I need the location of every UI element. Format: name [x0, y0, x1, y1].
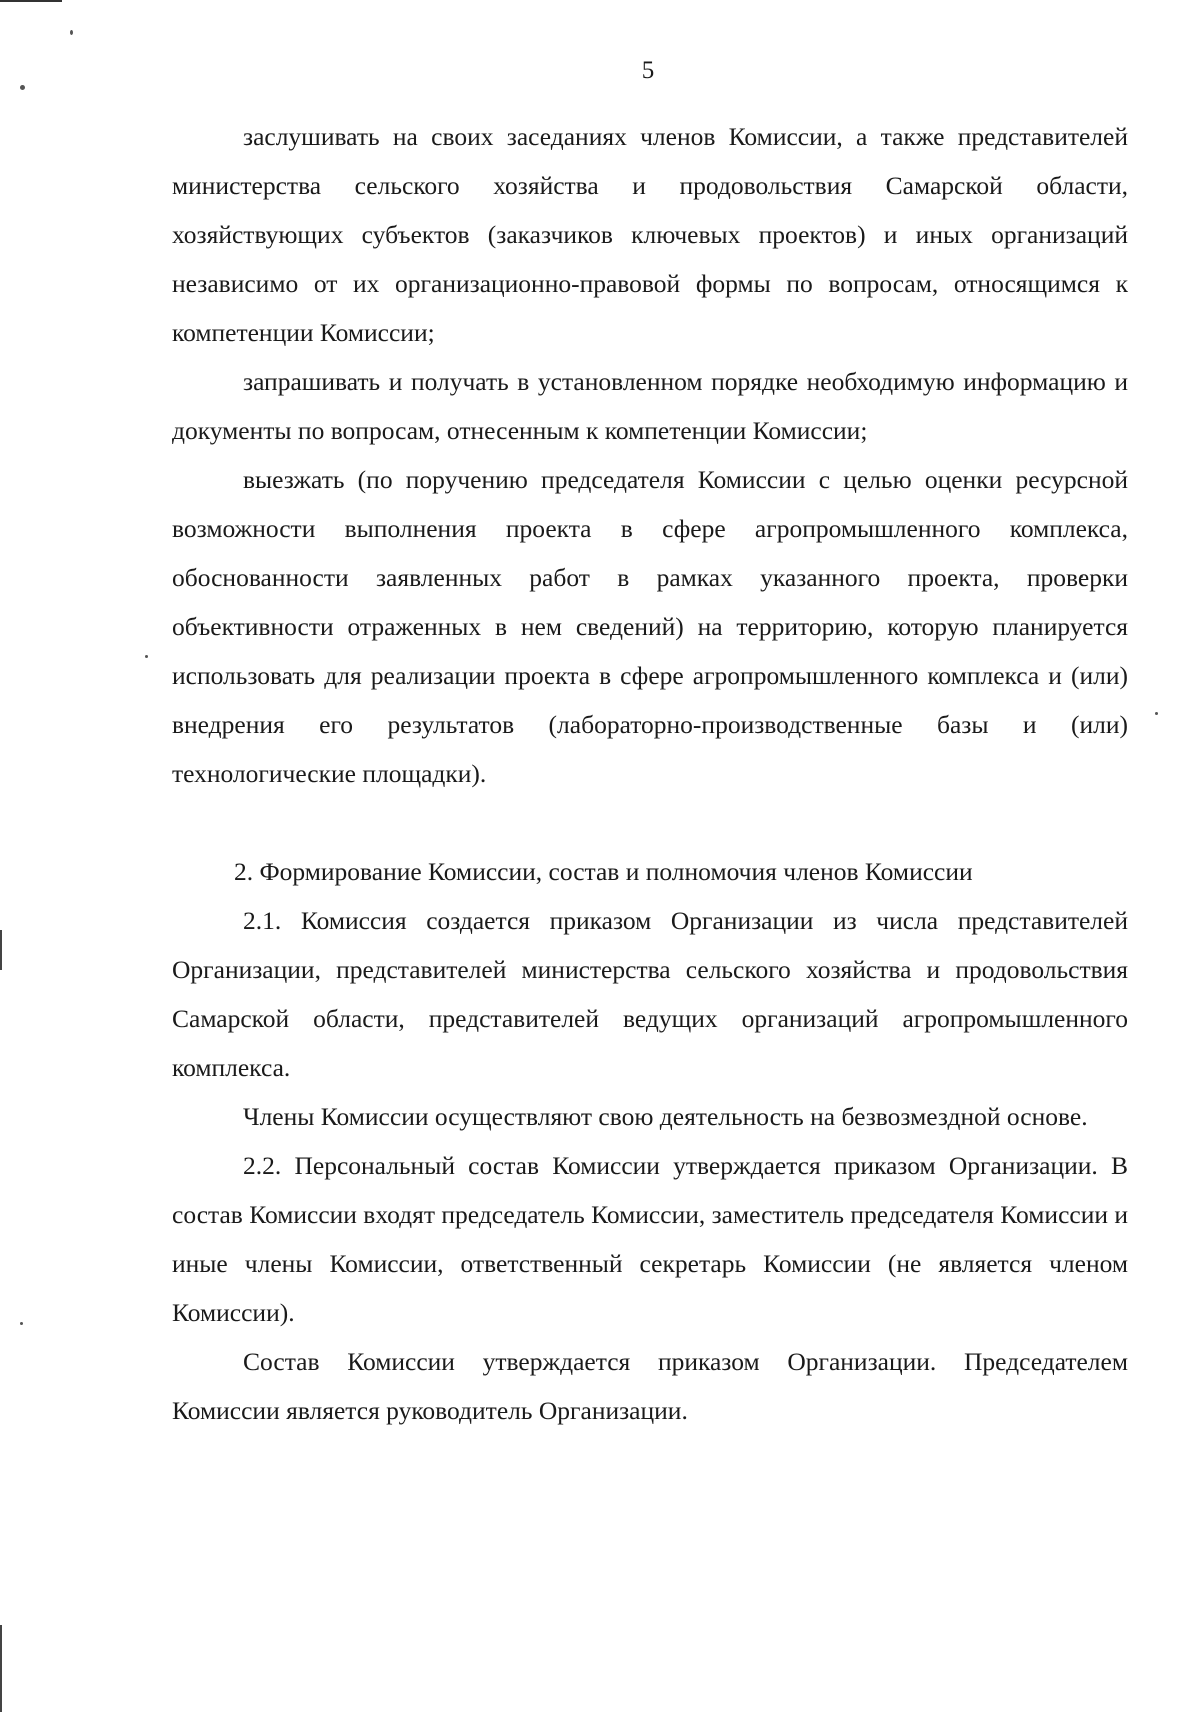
- scan-speck: [20, 1322, 23, 1325]
- scan-edge-mark: [0, 930, 2, 970]
- paragraph: заслушивать на своих заседаниях членов Комиссии, а также представителей министерства сельского хозяйства и продовольствия Самарской области, хозяйствующих субъектов (заказчиков ключевых проектов) и иных организаций независимо от их организационно-правовой формы по вопросам, относящимся к компетенции Комиссии;: [172, 122, 1128, 347]
- paragraph: выезжать (по поручению председателя Комиссии с целью оценки ресурсной возможности выполнения проекта в сфере агропромышленного комплекса, обоснованности заявленных работ в рамках указанного проекта, проверки объективности отраженных в нем сведений) на территорию, которую планируется использовать для реализации проекта в сфере агропромышленного комплекса и (или) внедрения его результатов (лабораторно-производственные базы и (или) технологические площадки).: [172, 465, 1128, 788]
- document-body: [172, 112, 1128, 1435]
- scan-edge-mark: [0, 1625, 2, 1712]
- section-heading: 2. Формирование Комиссии, состав и полномочия членов Комиссии: [234, 857, 973, 886]
- paragraph: 2.1. Комиссия создается приказом Организации из числа представителей Организации, представителей министерства сельского хозяйства и продовольствия Самарской области, представителей ведущих организаций агропромышленного комплекса.: [172, 906, 1128, 1082]
- paragraph: 2.2. Персональный состав Комиссии утверждается приказом Организации. В состав Комиссии входят председатель Комиссии, заместитель председателя Комиссии и иные члены Комиссии, ответственный секретарь Комиссии (не является членом Комиссии).: [172, 1151, 1129, 1327]
- paragraph: Члены Комиссии осуществляют свою деятельность на безвозмездной основе.: [243, 1102, 1088, 1131]
- section-spacer: [172, 798, 1128, 847]
- paragraph: запрашивать и получать в установленном порядке необходимую информацию и документы по вопросам, отнесенным к компетенции Комиссии;: [172, 367, 1128, 445]
- paragraph: Состав Комиссии утверждается приказом Организации. Председателем Комиссии является руководитель Организации.: [172, 1347, 1128, 1425]
- scan-edge-mark: [0, 0, 62, 2]
- scan-speck: [70, 30, 73, 35]
- scan-speck: [1155, 712, 1158, 715]
- scan-speck: [145, 655, 148, 658]
- page-number: 5: [641, 57, 655, 84]
